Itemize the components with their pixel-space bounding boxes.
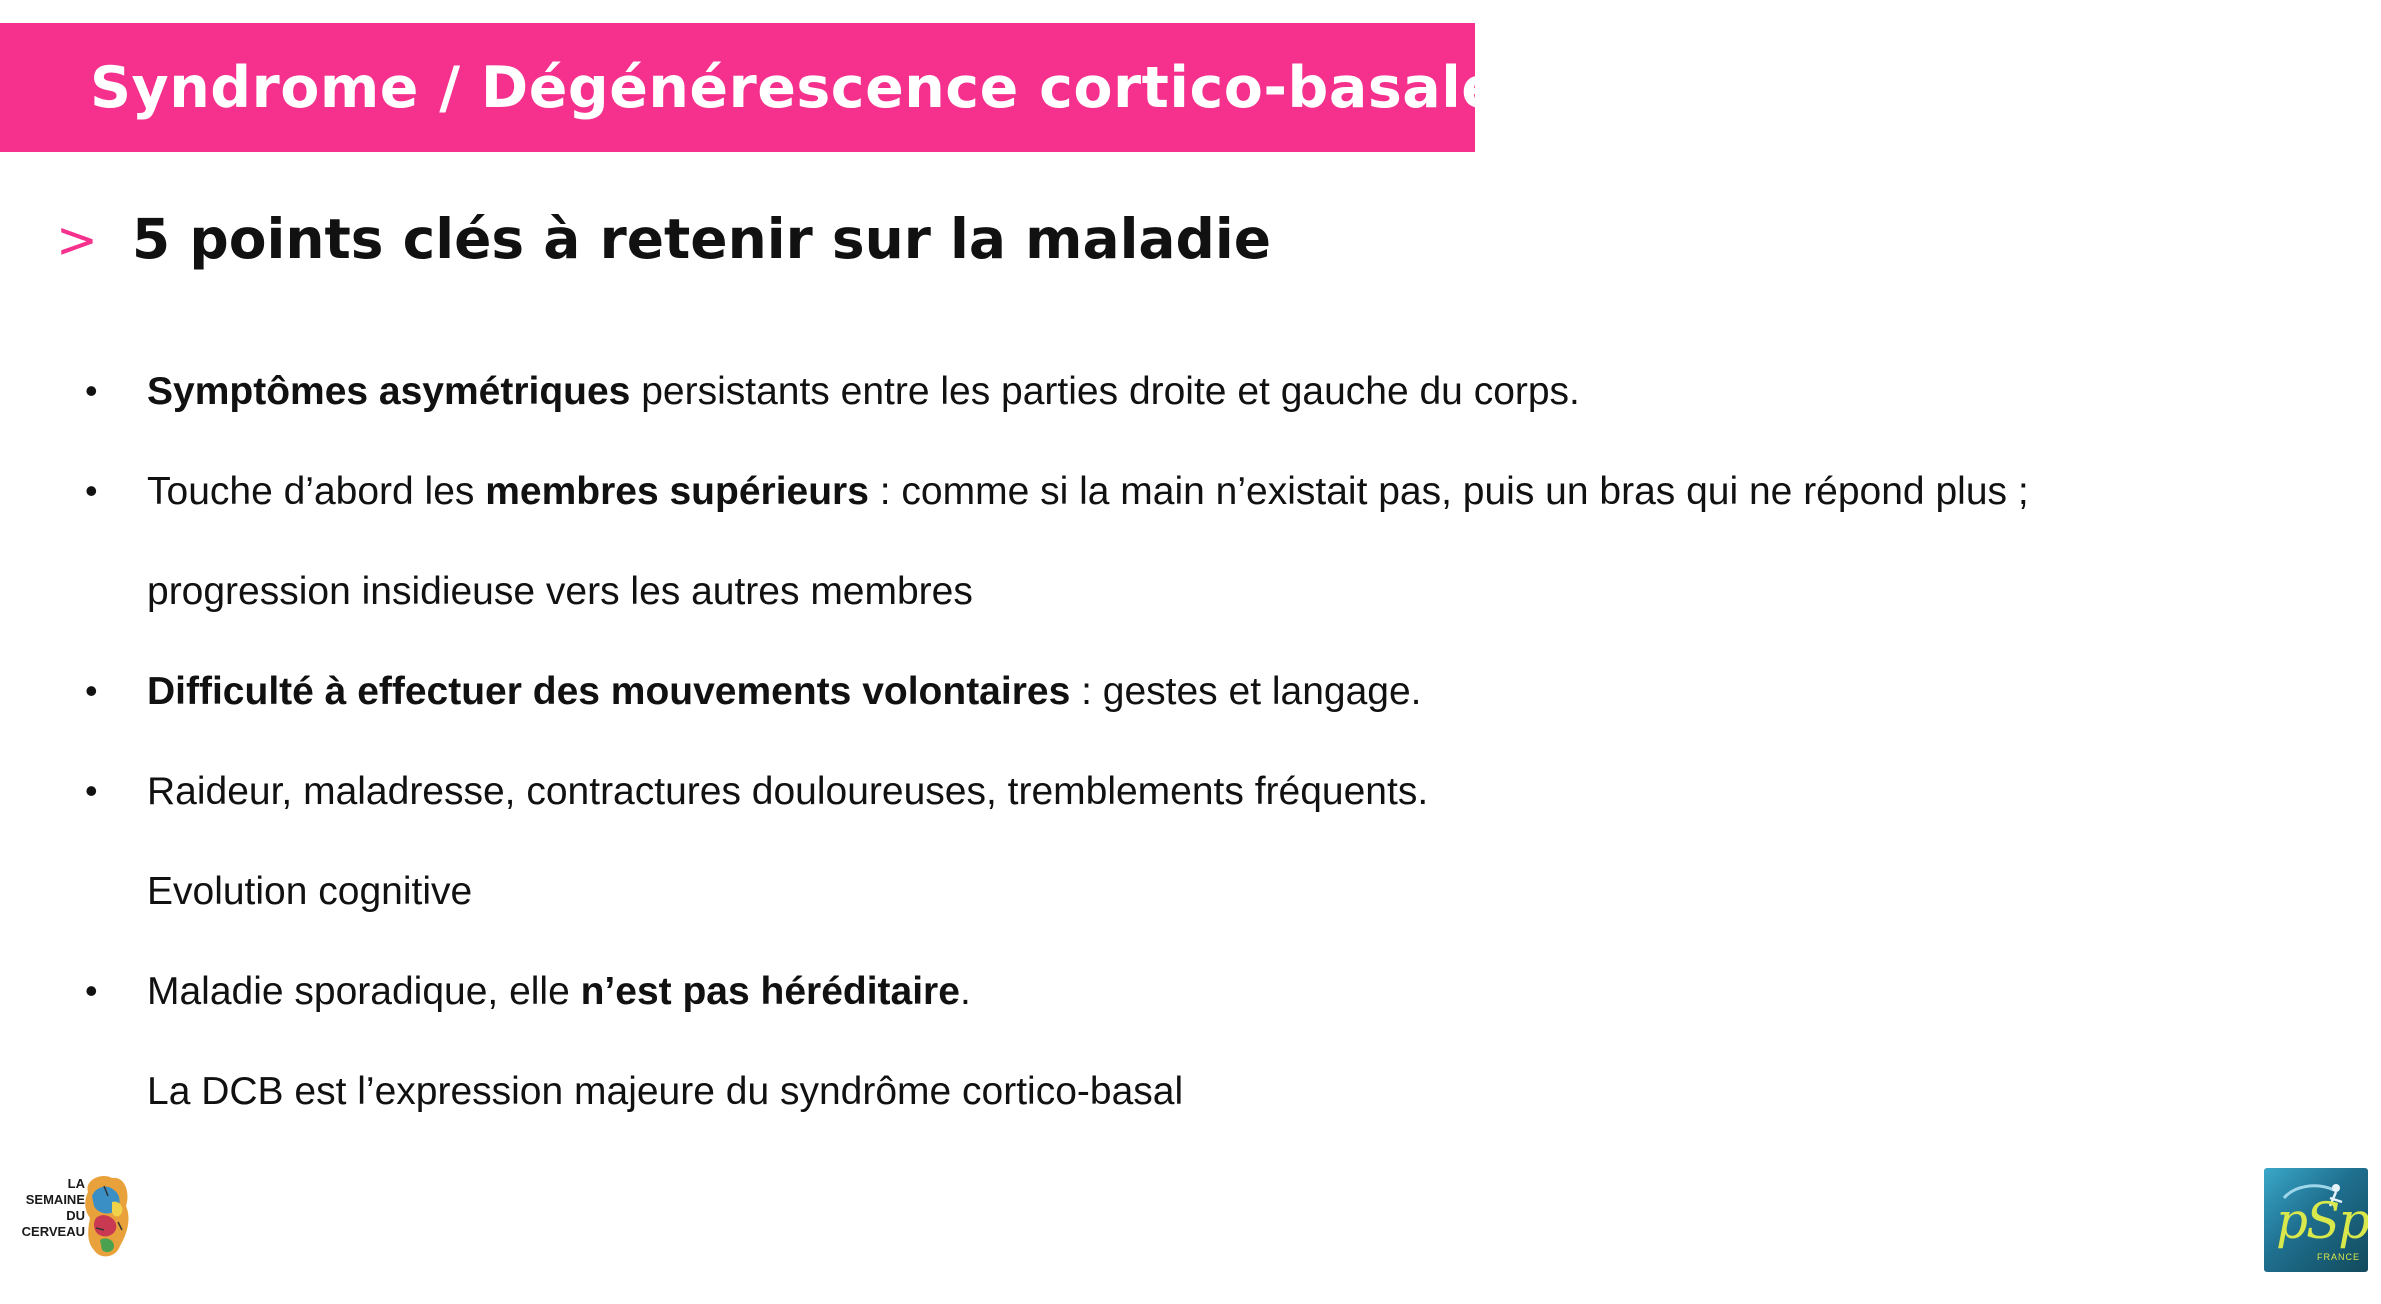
section-heading: 5 points clés à retenir sur la maladie (131, 207, 1272, 271)
subtitle-row (56, 207, 1272, 271)
point-2-pre: Touche d’abord les (147, 470, 486, 513)
point-2-rest: : comme si la main n’existait pas, puis un bras qui ne répond plus ; (868, 470, 2029, 513)
bullet-icon: • (85, 770, 98, 811)
point-1-rest: persistants entre les parties droite et gauche du corps. (630, 370, 1580, 413)
list-item (147, 670, 1422, 715)
point-3-bold: Difficulté à effectuer des mouvements volontaires (147, 670, 1071, 713)
list-item (147, 970, 971, 1015)
psp-logo-subtext: FRANCE (2316, 1252, 2360, 1262)
point-5-continuation: La DCB est l’expression majeure du syndrôme cortico-basal (147, 1070, 1184, 1113)
point-2-continuation: progression insidieuse vers les autres membres (147, 570, 973, 613)
bullet-icon: • (85, 370, 98, 411)
psp-france-logo-icon (2264, 1168, 2368, 1272)
bullet-icon: • (85, 670, 98, 711)
point-5-bold: n’est pas héréditaire (580, 970, 960, 1013)
list-item (147, 370, 1580, 415)
slide-title: Syndrome / Dégénérescence cortico-basale (90, 54, 1501, 121)
point-3-rest: : gestes et langage. (1070, 670, 1422, 713)
point-4-continuation: Evolution cognitive (147, 870, 473, 913)
bullet-icon: • (85, 970, 98, 1011)
chevron-right-icon: > (56, 210, 98, 269)
title-banner (0, 23, 1501, 152)
psp-logo-text: pSp (2276, 1192, 2368, 1250)
point-5-pre: Maladie sporadique, elle (147, 970, 581, 1013)
bullet-icon: • (85, 470, 98, 511)
semaine-du-cerveau-text: LA SEMAINE DU CERVEAU (21, 1176, 85, 1239)
list-item: Raideur, maladresse, contractures douloureuses, tremblements fréquents. (147, 770, 1429, 813)
point-1-bold: Symptômes asymétriques (147, 370, 631, 413)
semaine-du-cerveau-logo (20, 1168, 130, 1268)
point-2-bold: membres supérieurs (485, 470, 869, 513)
brain-logo-icon (82, 1172, 130, 1260)
list-item (147, 470, 2029, 515)
point-5-rest: . (959, 970, 971, 1013)
